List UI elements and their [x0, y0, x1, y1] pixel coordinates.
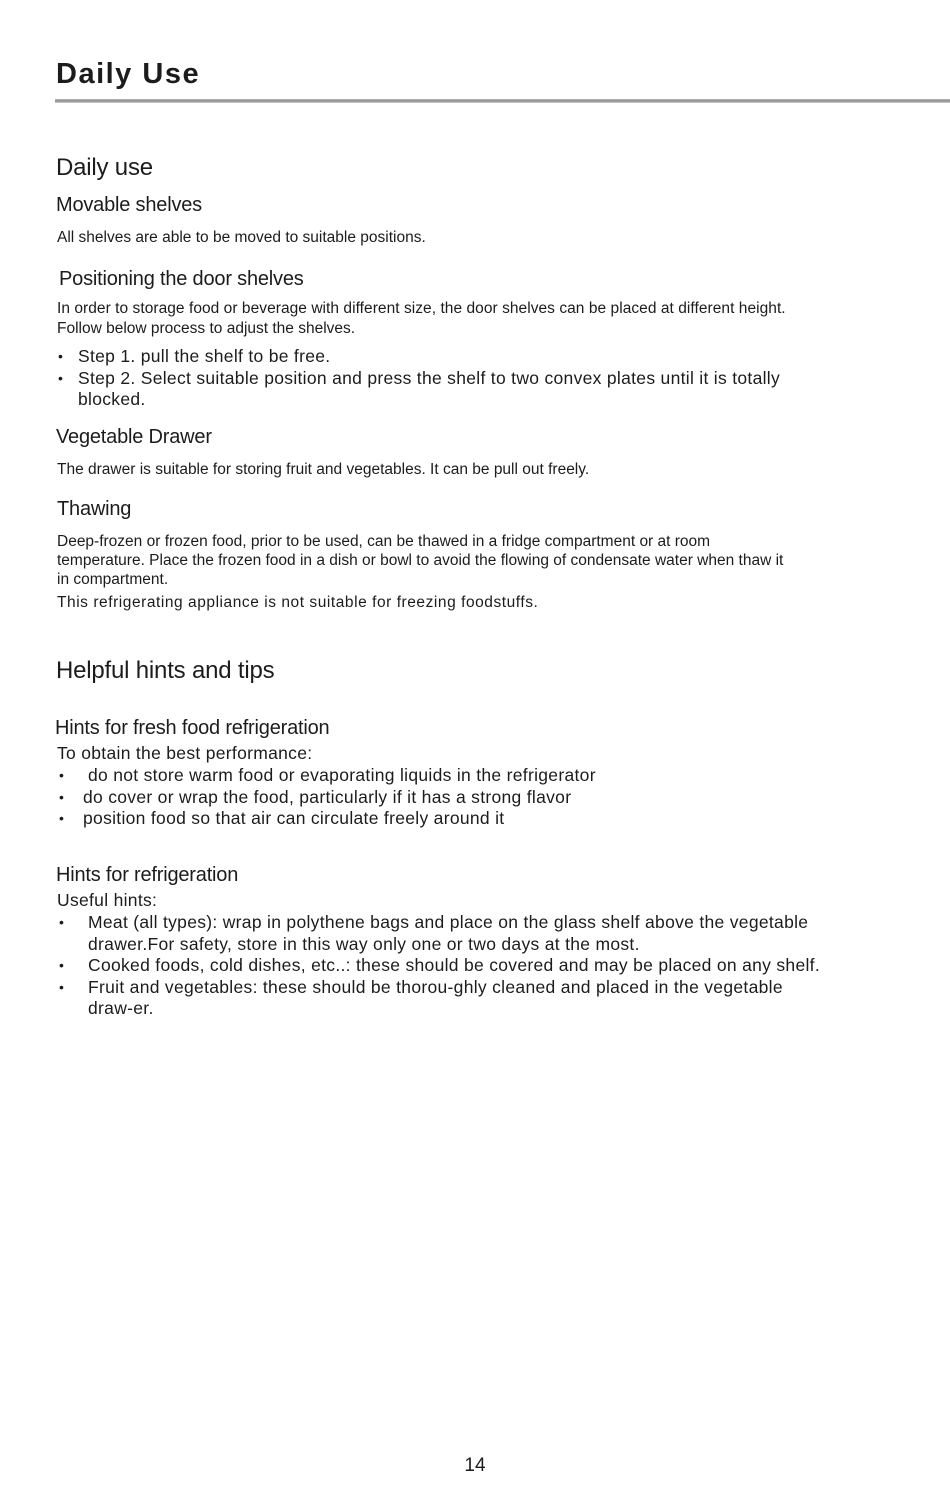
- refrigeration-hints-list: [57, 912, 942, 1020]
- list-item: [57, 368, 937, 411]
- step-2-text-continued: blocked.: [78, 389, 146, 409]
- subheading-door-shelves: Positioning the door shelves: [59, 268, 304, 290]
- fresh-food-hints-list: [57, 765, 937, 830]
- door-shelves-steps: [57, 346, 937, 411]
- list-item: [57, 912, 942, 955]
- bullet-icon: •: [59, 914, 65, 930]
- thawing-text-line2: temperature. Place the frozen food in a dish or bowl to avoid the flowing of condensate water when thaw it: [57, 552, 784, 569]
- bullet-icon: •: [59, 978, 65, 995]
- list-item: [57, 787, 937, 809]
- bullet-icon: •: [58, 369, 64, 386]
- vegetable-drawer-text: The drawer is suitable for storing fruit and vegetables. It can be pull out freely.: [57, 461, 590, 478]
- bullet-icon: •: [59, 767, 65, 783]
- thawing-text-line3: in compartment.: [57, 571, 169, 588]
- list-item: [57, 808, 937, 830]
- subheading-thawing: Thawing: [57, 498, 132, 520]
- bullet-icon: •: [58, 348, 64, 364]
- header-divider: [55, 99, 950, 103]
- section-heading-hints: Helpful hints and tips: [56, 657, 275, 684]
- hint-text: Cooked foods, cold dishes, etc..: these should be covered and may be placed on any shelf.: [88, 955, 821, 975]
- list-item: [57, 765, 937, 787]
- list-item: [57, 955, 942, 977]
- step-2-text: Step 2. Select suitable position and press the shelf to two convex plates until it is totally: [78, 367, 781, 388]
- section-heading-daily-use: Daily use: [56, 154, 153, 181]
- bullet-icon: •: [59, 788, 65, 805]
- hint-text: do not store warm food or evaporating liquids in the refrigerator: [88, 765, 596, 785]
- list-item: [57, 346, 937, 368]
- refrigeration-intro: Useful hints:: [57, 890, 158, 910]
- hint-text-continued: draw-er.: [88, 998, 154, 1018]
- subheading-vegetable-drawer: Vegetable Drawer: [56, 426, 212, 448]
- page-title: Daily Use: [56, 58, 201, 90]
- subheading-refrigeration-hints: Hints for refrigeration: [56, 864, 239, 886]
- thawing-text-line4: This refrigerating appliance is not suitable for freezing foodstuffs.: [57, 594, 539, 611]
- subheading-fresh-food-hints: Hints for fresh food refrigeration: [55, 717, 330, 739]
- page-number: 14: [464, 1455, 486, 1476]
- door-shelves-text-line1: In order to storage food or beverage with different size, the door shelves can be placed at different height.: [57, 300, 786, 317]
- bullet-icon: •: [59, 810, 65, 826]
- list-item: [57, 977, 942, 1020]
- movable-shelves-text: All shelves are able to be moved to suitable positions.: [57, 229, 426, 246]
- step-1-text: Step 1. pull the shelf to be free.: [78, 346, 331, 366]
- hint-text: Fruit and vegetables: these should be thorou-ghly cleaned and placed in the vegetable: [88, 976, 783, 997]
- hint-text-continued: drawer.For safety, store in this way only one or two days at the most.: [88, 933, 640, 954]
- hint-text: Meat (all types): wrap in polythene bags and place on the glass shelf above the vegetable: [88, 912, 809, 932]
- fresh-food-intro: To obtain the best performance:: [57, 743, 313, 763]
- bullet-icon: •: [59, 957, 65, 973]
- door-shelves-text-line2: Follow below process to adjust the shelves.: [57, 320, 356, 337]
- hint-text: do cover or wrap the food, particularly if it has a strong flavor: [83, 786, 572, 807]
- subheading-movable-shelves: Movable shelves: [56, 194, 202, 216]
- hint-text: position food so that air can circulate freely around it: [83, 808, 505, 828]
- thawing-text-line1: Deep-frozen or frozen food, prior to be used, can be thawed in a fridge compartment or at room: [57, 533, 711, 550]
